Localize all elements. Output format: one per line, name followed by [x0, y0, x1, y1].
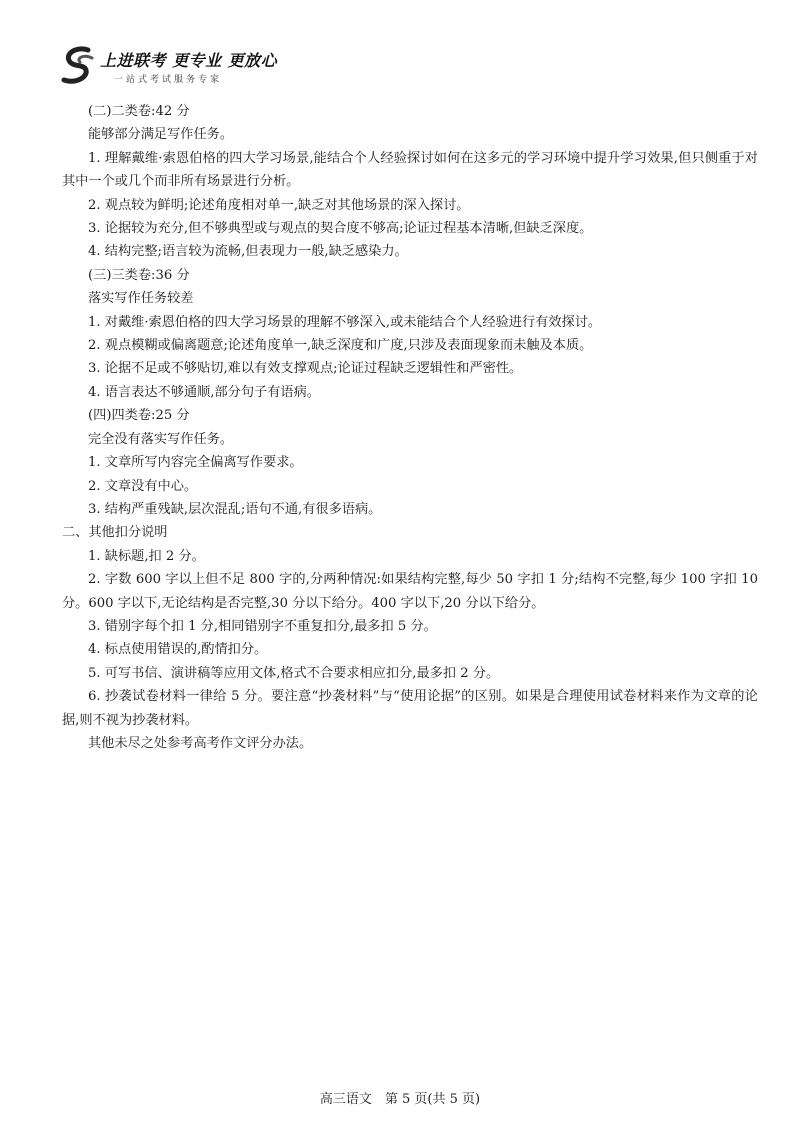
criterion-item: 4. 结构完整;语言较为流畅,但表现力一般,缺乏感染力。 [88, 244, 408, 260]
criterion-item: 3. 论据不足或不够贴切,难以有效支撑观点;论证过程缺乏逻辑性和严密性。 [88, 361, 523, 377]
page-footer: 高三语文 第 5 页(共 5 页) [319, 1092, 481, 1107]
criterion-item: 1. 理解戴维·索恩伯格的四大学习场景,能结合个人经验探讨如何在这多元的学习环境中提升学习效果,但只侧重于对其中一个或几个而非所有场景进行分析。 [62, 150, 758, 190]
closing-note: 其他未尽之处参考高考作文评分办法。 [88, 735, 313, 751]
deduction-item: 1. 缺标题,扣 2 分。 [88, 548, 205, 564]
criterion-item: 2. 观点模糊或偏离题意;论述角度单一,缺乏深度和广度,只涉及表面现象而未触及本质。 [88, 338, 593, 354]
criterion-item: 1. 文章所写内容完全偏离写作要求。 [88, 455, 303, 471]
section-heading-level4: (四)四类卷:25 分 [88, 408, 190, 424]
brand-subtitle: 一站式考试服务专家 [114, 75, 223, 85]
section-heading-level3: (三)三类卷:36 分 [88, 267, 190, 283]
section-summary: 落实写作任务较差 [88, 291, 194, 307]
criterion-item: 2. 文章没有中心。 [88, 478, 198, 494]
brand-header [58, 42, 298, 92]
criterion-item: 1. 对戴维·索恩伯格的四大学习场景的理解不够深入,或未能结合个人经验进行有效探讨。 [88, 314, 602, 330]
deduction-item: 5. 可写书信、演讲稿等应用文体,格式不合要求相应扣分,最多扣 2 分。 [88, 665, 500, 681]
deduction-item: 6. 抄袭试卷材料一律给 5 分。要注意“抄袭材料”与“使用论据”的区别。如果是合理使用试卷材料来作为文章的论据,则不视为抄袭材料。 [62, 689, 758, 728]
deduction-item: 4. 标点使用错误的,酌情扣分。 [88, 642, 268, 658]
section-summary: 能够部分满足写作任务。 [88, 127, 234, 143]
section-heading-level2: (二)二类卷:42 分 [88, 104, 190, 119]
deduction-item: 3. 错别字每个扣 1 分,相同错别字不重复扣分,最多扣 5 分。 [88, 618, 437, 634]
criterion-item: 3. 论据较为充分,但不够典型或与观点的契合度不够高;论证过程基本清晰,但缺乏深度。 [88, 221, 593, 237]
brand-slogan: 上进联考 更专业 更放心 [100, 51, 278, 70]
document-body [62, 100, 758, 755]
deduction-item: 2. 字数 600 字以上但不足 800 字的,分两种情况:如果结构完整,每少 50 字扣 1 分;结构不完整,每少 100 字扣 10 分。600 字以下,无论结构是否完整,30 分以下给分。400 字以下,20 分以下给分。 [62, 572, 758, 611]
criterion-item: 3. 结构严重残缺,层次混乱;语句不通,有很多语病。 [88, 501, 382, 517]
section-summary: 完全没有落实写作任务。 [88, 431, 234, 447]
criterion-item: 2. 观点较为鲜明;论述角度相对单一,缺乏对其他场景的深入探讨。 [88, 197, 470, 213]
section-heading-deductions: 二、其他扣分说明 [62, 525, 168, 541]
brand-logo-icon [58, 44, 98, 88]
criterion-item: 4. 语言表达不够通顺,部分句子有语病。 [88, 384, 320, 400]
